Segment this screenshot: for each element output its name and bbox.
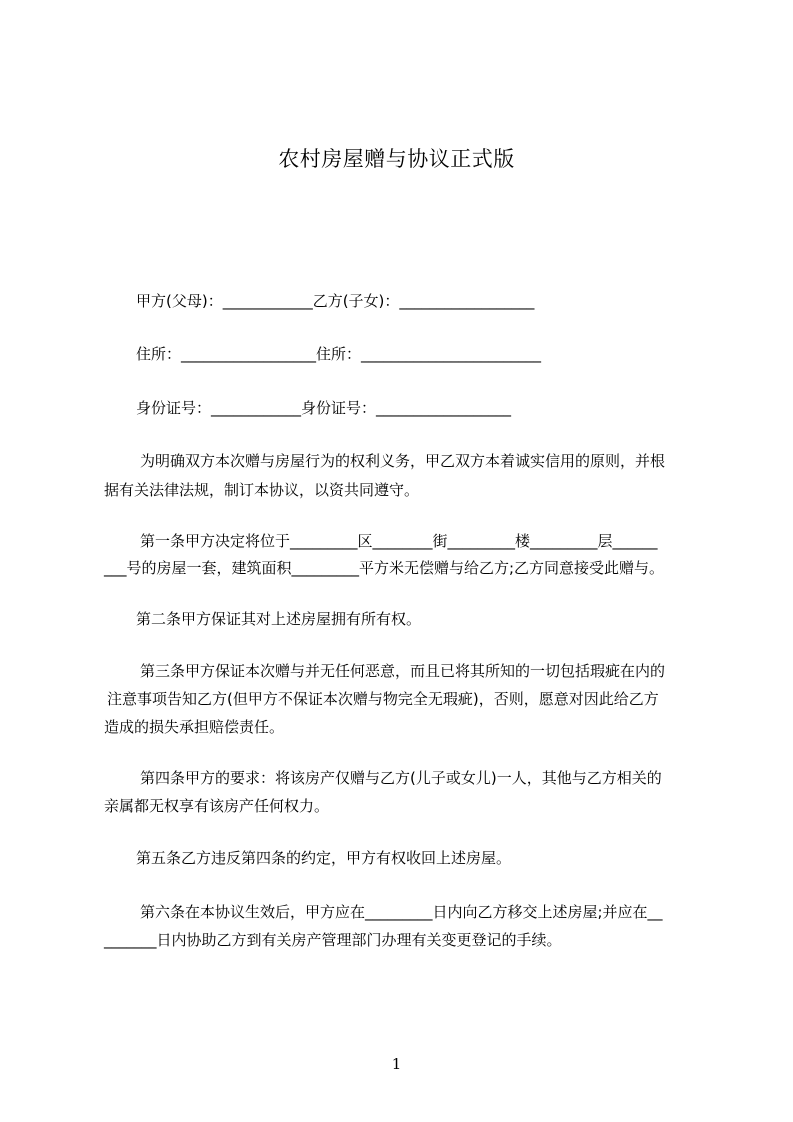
party-address-line: 住所：__________________住所：________________________ [136, 345, 542, 363]
article-2-line-1: 第二条甲方保证其对上述房屋拥有所有权。 [136, 610, 422, 628]
article-4-line-1: 第四条甲方的要求：将该房产仅赠与乙方(儿子或女儿)一人，其他与乙方相关的 [140, 769, 662, 787]
party-names-line: 甲方(父母)：____________乙方(子女)：__________________ [136, 292, 535, 310]
article-3-line-3: 造成的损失承担赔偿责任。 [104, 718, 285, 736]
article-5-line-1: 第五条乙方违反第四条的约定，甲方有权收回上述房屋。 [136, 849, 512, 867]
document-title: 农村房屋赠与协议正式版 [278, 147, 515, 171]
preamble-line-1: 为明确双方本次赠与房屋行为的权利义务，甲乙双方本着诚实信用的原则，并根 [140, 452, 666, 470]
article-3-line-1: 第三条甲方保证本次赠与并无任何恶意，而且已将其所知的一切包括瑕疵在内的 [140, 662, 666, 680]
article-3-line-2: 注意事项告知乙方(但甲方不保证本次赠与物完全无瑕疵)，否则，愿意对因此给乙方 [107, 690, 659, 708]
article-6-line-2: _______日内协助乙方到有关房产管理部门办理有关变更登记的手续。 [104, 931, 562, 949]
article-1-line-2: ___号的房屋一套，建筑面积_________平方米无偿赠与给乙方;乙方同意接受此赠与。 [104, 559, 665, 577]
article-4-line-2: 亲属都无权享有该房产任何权力。 [104, 797, 330, 815]
party-id-line: 身份证号：____________身份证号：__________________ [136, 399, 512, 417]
article-6-line-1: 第六条在本协议生效后，甲方应在_________日内向乙方移交上述房屋;并应在__ [140, 903, 663, 921]
article-1-line-1: 第一条甲方决定将位于_________区________街_________楼_________层______ [140, 532, 658, 550]
preamble-line-2: 据有关法律法规，制订本协议，以资共同遵守。 [104, 481, 420, 499]
page-number: 1 [391, 1055, 402, 1073]
